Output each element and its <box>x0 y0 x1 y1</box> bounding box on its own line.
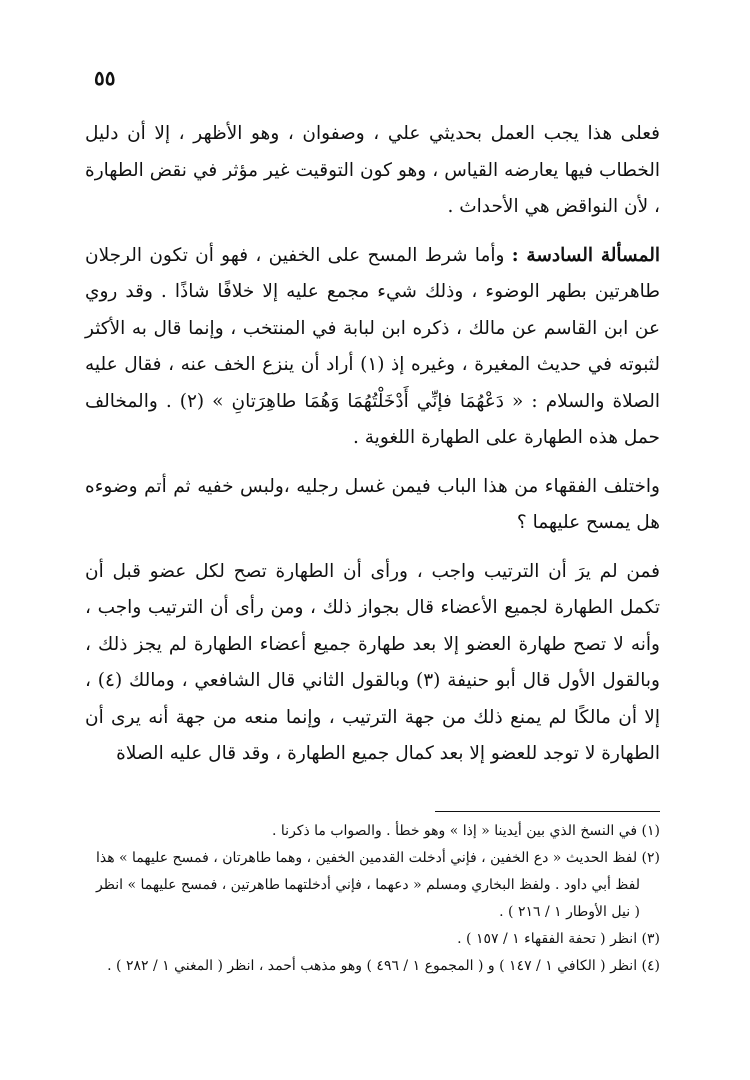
text-line: وأما شرط المسح على الخفين ، فهو أن تكون الرجلان <box>85 244 505 266</box>
footnote-1: (١) في النسخ الذي بين أيدينا « إذا » وهو خطأ . والصواب ما ذكرنا . <box>272 823 660 839</box>
text-line: الصلاة والسلام : « دَعْهُمَا فإنِّي أَدْخَلْتُهُمَا وَهُمَا طاهِرَتانِ » (٢) . والمخالف حمل <box>85 390 660 448</box>
text-line: الخطاب فيها يعارضه القياس ، وهو كون التوقيت غير مؤثر في نقض <box>149 159 660 181</box>
text-line: فعلى هذا يجب العمل بحديثي علي ، وصفوان ، وهو الأظهر ، إلا أن دليل <box>85 123 660 144</box>
paragraph-3 <box>85 469 660 542</box>
text-line: الطهارة ، لأن النواقض هي الأحداث . <box>85 159 660 217</box>
text-line: وضوءه هل يمسح عليهما ؟ <box>85 475 660 533</box>
paragraph-4 <box>85 554 660 773</box>
text-line: لثبوته في حديث المغيرة ، وغيره إذ (١) أراد أن ينزع الخف عنه ، فقال عليه <box>85 354 660 375</box>
text-line: ابن القاسم عن مالك ، ذكره ابن لبابة في المنتخب ، وإنما قال به الأكثر <box>85 317 629 339</box>
footnote-2-continuation: لفظ أبي داود . ولفظ البخاري ومسلم « دعهما ، فإني أدخلتهما طاهرتين ، فمسح عليهما » انظر <box>96 877 640 893</box>
text-line: وأنه لا تصح طهارة العضو إلا بعد طهارة جميع أعضاء الطهارة لم يجز ذلك ، <box>85 633 660 655</box>
footnote-4: (٤) انظر ( الكافي ١ / ١٤٧ ) و ( المجموع ١ / ٤٩٦ ) وهو مذهب أحمد ، انظر ( المغني ١ / ٢٨٢ ) . <box>107 958 660 974</box>
paragraph-2 <box>85 238 660 457</box>
text-line: الطهارة لا توجد للعضو إلا بعد كمال جميع الطهارة ، وقد قال عليه الصلاة <box>116 743 660 764</box>
main-text <box>85 116 660 773</box>
footnote-3: (٣) انظر ( تحفة الفقهاء ١ / ١٥٧ ) . <box>457 931 660 947</box>
footnote-2-continuation: ( نيل الأوطار ١ / ٢١٦ ) . <box>499 904 640 920</box>
footnote-divider <box>435 811 660 812</box>
text-line: طاهرتين بطهر الوضوء ، وذلك شيء مجمع عليه إلا خلافًا شاذًا . وقد روي عن <box>85 281 660 339</box>
footnote-2: (٢) لفظ الحديث « دع الخفين ، فإني أدخلت القدمين الخفين ، وهما طاهرتان ، فمسح عليهما » هذا <box>95 850 660 866</box>
footnotes <box>85 818 660 980</box>
paragraph-1 <box>85 116 660 226</box>
page-number: ٥٥ <box>94 66 116 90</box>
text-line: واختلف الفقهاء من هذا الباب فيمن غسل رجليه ،ولبس خفيه ثم أتم <box>144 475 660 497</box>
text-line: تكمل الطهارة لجميع الأعضاء قال بجواز ذلك ، ومن رأى أن الترتيب واجب ، <box>85 597 660 618</box>
section-heading: المسألة السادسة : <box>511 244 660 266</box>
text-line: هذه الطهارة على الطهارة اللغوية . <box>352 427 618 448</box>
text-line: وبالقول الأول قال أبو حنيفة (٣) وبالقول الثاني قال الشافعي ، ومالك (٤) ، <box>85 670 660 691</box>
text-line: فمن لم يرَ أن الترتيب واجب ، ورأى أن الطهارة تصح لكل عضو قبل أن <box>85 560 660 582</box>
text-line: إلا أن مالكًا لم يمنع ذلك من جهة الترتيب ، وإنما منعه من جهة أنه يرى أن <box>85 706 660 728</box>
